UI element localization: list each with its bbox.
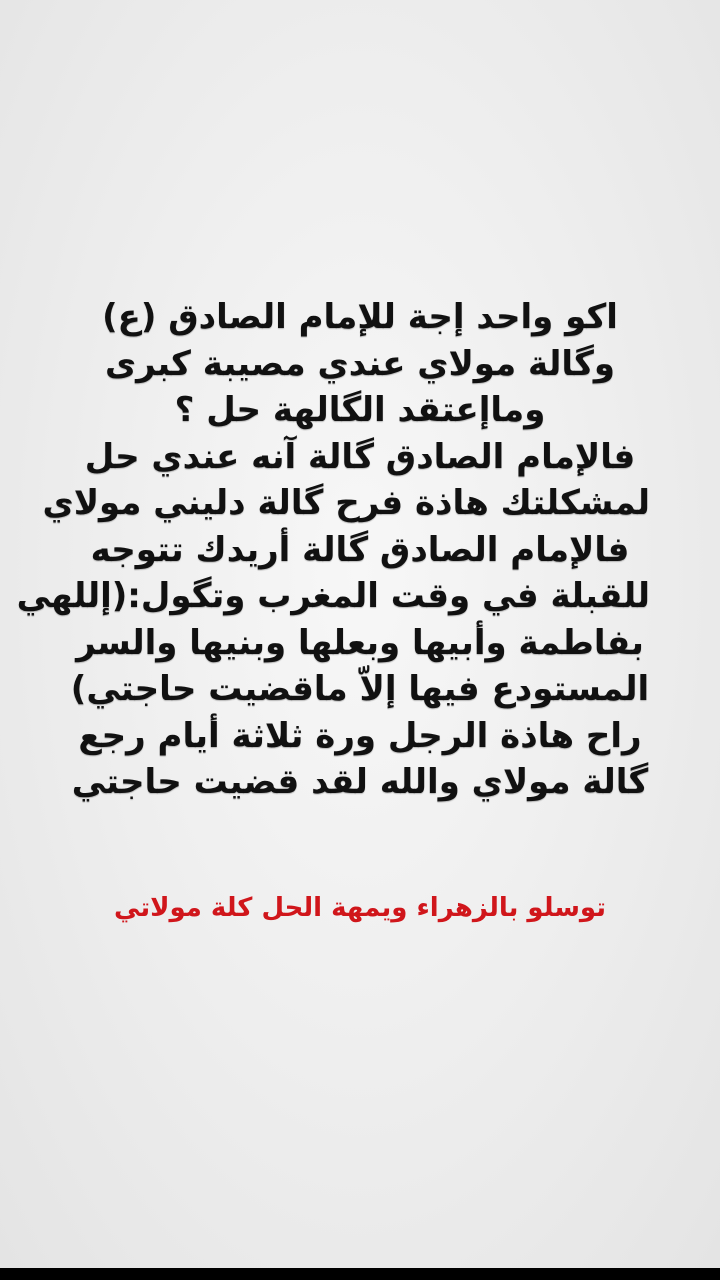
story-line: وماإعتقد الگالهة حل ؟ — [174, 390, 546, 430]
story-line: فالإمام الصادق گالة أريدك تتوجه — [90, 529, 630, 570]
story-line: گالة مولاي والله لقد قضيت حاجتي — [71, 762, 649, 802]
story-line: للقبلة في وقت المغرب وتگول:(إللهي — [16, 576, 650, 616]
closing-line: توسلو بالزهراء ويمهة الحل كلة مولاتي — [114, 893, 606, 923]
story-line: بفاطمة وأبيها وبعلها وبنيها والسر — [76, 622, 644, 663]
story-line: المستودع فيها إلاّ ماقضيت حاجتي) — [70, 669, 650, 709]
story-line: وگالة مولاي عندي مصيبة كبرى — [104, 343, 616, 384]
story-line: لمشكلتك هاذة فرح گالة دليني مولاي — [42, 483, 650, 523]
story-line: اكو واحد إجة للإمام الصادق (ع) — [102, 297, 618, 337]
story-text-block — [16, 294, 650, 806]
story-line: راح هاذة الرجل ورة ثلاثة أيام رجع — [78, 715, 642, 756]
bottom-bar — [0, 1268, 720, 1280]
story-line: فالإمام الصادق گالة آنه عندي حل — [84, 436, 636, 477]
